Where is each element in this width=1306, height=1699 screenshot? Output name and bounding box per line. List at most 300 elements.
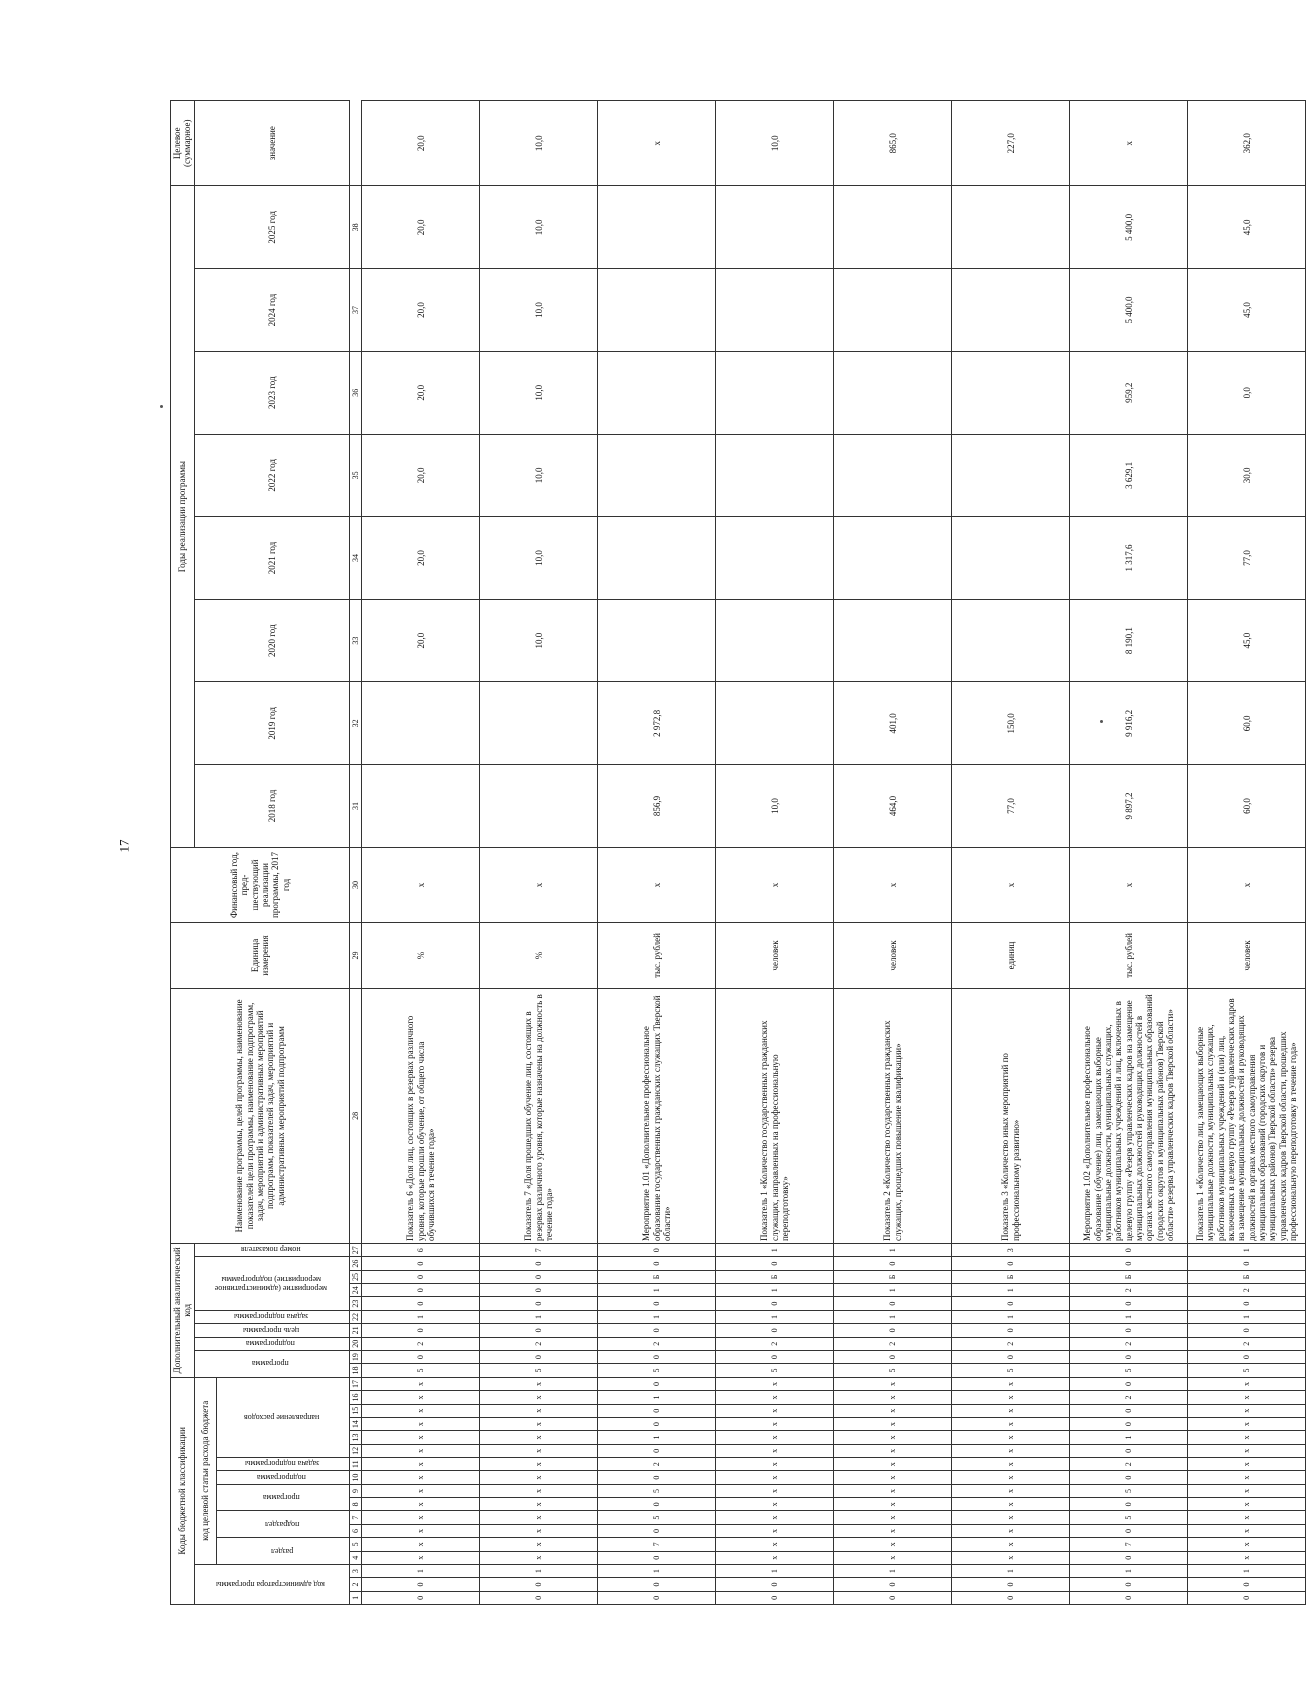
code-cell: x: [834, 1511, 952, 1524]
code-cell: 1: [1070, 1564, 1188, 1577]
code-cell: 1: [1188, 1244, 1306, 1257]
row-name-cell: Показатель 6 «Доля лиц, состоящих в резервах различного уровня, которые прошли обучение, от общего числа обучившихся в течение года»: [362, 988, 480, 1243]
code-cell: 0: [480, 1270, 598, 1283]
column-number-cell: 24: [350, 1284, 362, 1297]
code-cell: 1: [716, 1244, 834, 1257]
column-number-cell: 29: [350, 923, 362, 989]
year-value-cell: 77,0: [952, 765, 1070, 848]
column-number-cell: 13: [350, 1431, 362, 1444]
code-cell: 0: [1070, 1404, 1188, 1417]
target-value-cell: x: [1070, 101, 1188, 186]
code-cell: x: [952, 1377, 1070, 1391]
code-cell: 0: [598, 1244, 716, 1257]
code-cell: x: [1188, 1498, 1306, 1511]
code-cell: 1: [834, 1310, 952, 1323]
column-number-cell: 6: [350, 1524, 362, 1537]
admin-code-header: код администратора программы: [194, 1564, 349, 1604]
row-name-cell: Показатель 1 «Количество лиц, замещающих выборные муниципальные должности, муниципальных служащих, работников муниципальных учреждений и (или) лиц, включенных в целевую группу «Резерв управленческих кадров на замещение муниципальных должностей и руководящих должностей в органах местного самоуправления муниципальных образований (городских округов и муниципальных районов) Тверской области» резерва управленческих кадров Тверской области, прошедших профессиональную переподготовку в течение года»: [1188, 988, 1306, 1243]
code-cell: 0: [362, 1284, 480, 1297]
code-cell: x: [362, 1538, 480, 1551]
year-value-cell: [598, 434, 716, 517]
code-cell: x: [480, 1404, 598, 1417]
code-cell: 0: [480, 1578, 598, 1591]
code-cell: Б: [1070, 1270, 1188, 1283]
year-value-cell: 0,0: [1188, 351, 1306, 434]
code-cell: 1: [598, 1391, 716, 1404]
code-cell: x: [834, 1404, 952, 1417]
column-number-cell: 17: [350, 1377, 362, 1391]
code-cell: x: [480, 1484, 598, 1497]
column-number-cell: 15: [350, 1404, 362, 1417]
year-value-cell: [952, 517, 1070, 600]
year-value-cell: 60,0: [1188, 765, 1306, 848]
code-cell: x: [1188, 1551, 1306, 1564]
code-cell: x: [716, 1524, 834, 1537]
year-value-cell: [834, 434, 952, 517]
column-numbers-row: [350, 101, 362, 1605]
unit-cell: %: [480, 923, 598, 989]
page-number: 17: [116, 839, 132, 853]
code-cell: 1: [1070, 1310, 1188, 1323]
column-number-cell: 20: [350, 1337, 362, 1350]
column-number-cell: 31: [350, 765, 362, 848]
code-cell: 0: [952, 1257, 1070, 1270]
code-cell: 2: [1070, 1284, 1188, 1297]
year-value-cell: [834, 517, 952, 600]
code-cell: x: [716, 1551, 834, 1564]
code-cell: 1: [952, 1310, 1070, 1323]
code-cell: x: [952, 1551, 1070, 1564]
row-name-cell: Показатель 7 «Доля прошедших обучение лиц, состоящих в резервах различного уровня, которые назначены на должность в течение года»: [480, 988, 598, 1243]
code-cell: 5: [1070, 1484, 1188, 1497]
code-cell: x: [362, 1431, 480, 1444]
code-cell: x: [716, 1431, 834, 1444]
unit-cell: единиц: [952, 923, 1070, 989]
year-header: 2023 год: [194, 351, 349, 434]
code-cell: x: [362, 1484, 480, 1497]
column-number-cell: 35: [350, 434, 362, 517]
year-value-cell: [716, 599, 834, 682]
code-cell: 5: [952, 1364, 1070, 1377]
budget-codes-header: Коды бюджетной классификации: [171, 1377, 195, 1604]
year-value-cell: 77,0: [1188, 517, 1306, 600]
rotated-table-container: [170, 100, 1299, 1605]
code-cell: 5: [598, 1484, 716, 1497]
code-cell: x: [362, 1417, 480, 1430]
fin-year-cell: x: [1070, 847, 1188, 922]
year-value-cell: [952, 599, 1070, 682]
code-cell: x: [480, 1538, 598, 1551]
year-value-cell: [716, 269, 834, 352]
code-cell: x: [952, 1538, 1070, 1551]
years-group-header: Годы реализации программы: [171, 186, 195, 847]
additional-code-header: Дополнительный аналитический код: [171, 1244, 195, 1378]
code-cell: 2: [480, 1337, 598, 1350]
code-cell: 0: [598, 1471, 716, 1484]
unit-cell: %: [362, 923, 480, 989]
code-cell: 0: [1070, 1350, 1188, 1363]
column-number-cell: 9: [350, 1484, 362, 1497]
code-cell: x: [362, 1391, 480, 1404]
year-value-cell: 8 190,1: [1070, 599, 1188, 682]
code-cell: 0: [598, 1404, 716, 1417]
code-cell: 5: [834, 1364, 952, 1377]
code-cell: 7: [1070, 1538, 1188, 1551]
code-cell: 5: [1188, 1364, 1306, 1377]
code-cell: x: [952, 1431, 1070, 1444]
code-cell: 1: [834, 1284, 952, 1297]
year-value-cell: 20,0: [362, 434, 480, 517]
fin-year-cell: x: [598, 847, 716, 922]
code-cell: x: [834, 1538, 952, 1551]
code-cell: x: [1188, 1417, 1306, 1430]
code-cell: 0: [480, 1591, 598, 1604]
code-cell: x: [716, 1458, 834, 1471]
fin-year-cell: x: [716, 847, 834, 922]
code-cell: 0: [598, 1377, 716, 1391]
code-cell: 0: [1070, 1444, 1188, 1457]
column-number-cell: 19: [350, 1350, 362, 1363]
year-header: 2022 год: [194, 434, 349, 517]
code-cell: 1: [716, 1564, 834, 1577]
code-cell: 0: [952, 1297, 1070, 1310]
code-cell: x: [952, 1471, 1070, 1484]
year-value-cell: 10,0: [480, 517, 598, 600]
fin-year-cell: x: [834, 847, 952, 922]
year-header: 2018 год: [194, 765, 349, 848]
target-group-header: Целевое (суммарное): [171, 101, 195, 186]
table-row: [1070, 101, 1188, 1605]
code-cell: x: [480, 1417, 598, 1430]
code-cell: x: [480, 1498, 598, 1511]
code-cell: x: [716, 1417, 834, 1430]
code-cell: 0: [598, 1417, 716, 1430]
code-cell: Б: [834, 1270, 952, 1283]
year-value-cell: [952, 434, 1070, 517]
code-cell: 0: [952, 1350, 1070, 1363]
row-name-cell: Показатель 3 «Количество иных мероприятий по профессиональному развитию»: [952, 988, 1070, 1243]
code-cell: 0: [1070, 1524, 1188, 1537]
year-value-cell: [834, 599, 952, 682]
year-header: 2019 год: [194, 682, 349, 765]
goal-program-header: цель программы: [194, 1324, 349, 1337]
code-cell: 0: [716, 1350, 834, 1363]
target-value-header: значение: [194, 101, 349, 186]
year-value-cell: 30,0: [1188, 434, 1306, 517]
column-number-cell: 7: [350, 1511, 362, 1524]
year-value-cell: 5 400,0: [1070, 186, 1188, 269]
year-value-cell: 45,0: [1188, 599, 1306, 682]
code-cell: 5: [1070, 1364, 1188, 1377]
year-value-cell: 10,0: [480, 434, 598, 517]
code-cell: Б: [1188, 1270, 1306, 1283]
code-cell: 0: [598, 1524, 716, 1537]
code-cell: 1: [1188, 1564, 1306, 1577]
code-cell: x: [834, 1377, 952, 1391]
code-cell: 0: [362, 1591, 480, 1604]
code-cell: 1: [834, 1244, 952, 1257]
year-value-cell: [480, 682, 598, 765]
year-value-cell: 20,0: [362, 269, 480, 352]
year-value-cell: [716, 186, 834, 269]
year-value-cell: 10,0: [716, 765, 834, 848]
column-number-cell: 27: [350, 1244, 362, 1257]
code-cell: x: [1188, 1377, 1306, 1391]
column-number-cell: 30: [350, 847, 362, 922]
code-cell: x: [952, 1404, 1070, 1417]
code-cell: x: [1188, 1458, 1306, 1471]
code-cell: 2: [598, 1337, 716, 1350]
code-cell: 0: [716, 1257, 834, 1270]
code-cell: 0: [1070, 1257, 1188, 1270]
year-value-cell: [598, 351, 716, 434]
code-cell: x: [362, 1444, 480, 1457]
code-cell: 0: [362, 1297, 480, 1310]
code-cell: 0: [598, 1257, 716, 1270]
code-cell: 2: [1070, 1458, 1188, 1471]
code-cell: 0: [480, 1324, 598, 1337]
target-value-cell: 362,0: [1188, 101, 1306, 186]
code-cell: 0: [952, 1324, 1070, 1337]
fin-year-cell: x: [362, 847, 480, 922]
code-cell: 0: [716, 1324, 834, 1337]
column-number-cell: 26: [350, 1257, 362, 1270]
code-cell: 0: [598, 1578, 716, 1591]
year-value-cell: [362, 765, 480, 848]
code-cell: 1: [362, 1564, 480, 1577]
code-cell: Б: [952, 1270, 1070, 1283]
code-cell: 0: [362, 1257, 480, 1270]
code-cell: 0: [362, 1350, 480, 1363]
column-number-cell: 28: [350, 988, 362, 1243]
code-cell: x: [952, 1458, 1070, 1471]
year-value-cell: 1 317,6: [1070, 517, 1188, 600]
table-row: [598, 101, 716, 1605]
code-cell: x: [480, 1524, 598, 1537]
unit-cell: тыс. рублей: [598, 923, 716, 989]
code-cell: 0: [834, 1591, 952, 1604]
row-name-cell: Мероприятие 1.01 «Дополнительное профессиональное образование государственных гражданских служащих Тверской области»: [598, 988, 716, 1243]
code-cell: 0: [952, 1591, 1070, 1604]
code-cell: 1: [598, 1564, 716, 1577]
code-cell: x: [1188, 1431, 1306, 1444]
code-cell: x: [1188, 1511, 1306, 1524]
code-cell: 0: [834, 1324, 952, 1337]
column-number-cell: 11: [350, 1458, 362, 1471]
code-cell: x: [952, 1511, 1070, 1524]
code-cell: x: [1188, 1538, 1306, 1551]
code-cell: 0: [1188, 1297, 1306, 1310]
year-value-cell: 5 400,0: [1070, 269, 1188, 352]
year-value-cell: [834, 351, 952, 434]
year-value-cell: 9 897,2: [1070, 765, 1188, 848]
year-value-cell: 401,0: [834, 682, 952, 765]
column-number-cell: 32: [350, 682, 362, 765]
code-cell: 1: [480, 1310, 598, 1323]
code-cell: x: [1188, 1404, 1306, 1417]
column-number-cell: 14: [350, 1417, 362, 1430]
code-cell: 1: [952, 1284, 1070, 1297]
code-cell: 0: [834, 1350, 952, 1363]
code-cell: x: [834, 1471, 952, 1484]
code-cell: 1: [1070, 1431, 1188, 1444]
table-row: [480, 101, 598, 1605]
code-cell: x: [952, 1444, 1070, 1457]
row-name-cell: Показатель 1 «Количество государственных гражданских служащих, направленных на профессиональную переподготовку»: [716, 988, 834, 1243]
code-cell: 0: [362, 1324, 480, 1337]
code-cell: x: [834, 1458, 952, 1471]
code-cell: x: [480, 1391, 598, 1404]
code-cell: 5: [716, 1364, 834, 1377]
year-value-cell: [598, 517, 716, 600]
column-number-cell: 8: [350, 1498, 362, 1511]
code-cell: 7: [598, 1538, 716, 1551]
code-cell: 2: [1070, 1337, 1188, 1350]
code-cell: x: [716, 1484, 834, 1497]
code-cell: x: [834, 1431, 952, 1444]
code-cell: 2: [1188, 1337, 1306, 1350]
code-cell: 0: [1188, 1257, 1306, 1270]
column-number-cell: 25: [350, 1270, 362, 1283]
fin-year-cell: x: [952, 847, 1070, 922]
code-cell: 5: [480, 1364, 598, 1377]
target-value-cell: 10,0: [480, 101, 598, 186]
year-value-cell: [952, 269, 1070, 352]
code-cell: x: [362, 1377, 480, 1391]
target-expense-code-header: код целевой статьи расхода бюджета: [194, 1377, 216, 1564]
code-cell: x: [1188, 1391, 1306, 1404]
column-number-cell: 18: [350, 1364, 362, 1377]
code-cell: 0: [598, 1551, 716, 1564]
code-cell: x: [834, 1498, 952, 1511]
code-cell: 1: [834, 1564, 952, 1577]
activity-admin-header: мероприятие (административное мероприятие) подпрограммы: [194, 1257, 349, 1310]
code-cell: 0: [1188, 1324, 1306, 1337]
code-cell: x: [362, 1511, 480, 1524]
target-value-cell: 227,0: [952, 101, 1070, 186]
code-cell: 0: [598, 1591, 716, 1604]
subprogram-header: подпрограмма: [216, 1471, 349, 1484]
code-cell: 0: [834, 1297, 952, 1310]
year-value-cell: [716, 682, 834, 765]
code-cell: 2: [952, 1337, 1070, 1350]
code-cell: Б: [716, 1270, 834, 1283]
code-cell: 0: [1070, 1324, 1188, 1337]
fin-year-cell: x: [480, 847, 598, 922]
column-number-cell: 36: [350, 351, 362, 434]
code-cell: 0: [598, 1498, 716, 1511]
year-value-cell: 20,0: [362, 186, 480, 269]
year-value-cell: 2 972,8: [598, 682, 716, 765]
year-value-cell: [598, 186, 716, 269]
code-cell: 1: [716, 1284, 834, 1297]
code-cell: x: [480, 1431, 598, 1444]
target-value-cell: 865,0: [834, 101, 952, 186]
code-cell: x: [716, 1471, 834, 1484]
column-number-cell: 1: [350, 1591, 362, 1604]
code-cell: 2: [1070, 1391, 1188, 1404]
code-cell: 2: [1188, 1284, 1306, 1297]
year-value-cell: [480, 765, 598, 848]
column-number-cell: 33: [350, 599, 362, 682]
column-number-cell: 2: [350, 1578, 362, 1591]
code-cell: 0: [598, 1324, 716, 1337]
activity-direction-header: направление расходов: [216, 1377, 349, 1457]
code-cell: 1: [716, 1310, 834, 1323]
table-row: [362, 101, 480, 1605]
row-name-cell: Показатель 2 «Количество государственных гражданских служащих, прошедших повышение квалификации»: [834, 988, 952, 1243]
column-number-cell: 23: [350, 1297, 362, 1310]
code-cell: 0: [1070, 1377, 1188, 1391]
year-value-cell: 959,2: [1070, 351, 1188, 434]
code-cell: 2: [716, 1337, 834, 1350]
year-value-cell: 150,0: [952, 682, 1070, 765]
table-row: [834, 101, 952, 1605]
year-value-cell: 10,0: [480, 269, 598, 352]
year-value-cell: [598, 269, 716, 352]
code-cell: 2: [598, 1458, 716, 1471]
program-header: программа: [216, 1484, 349, 1511]
code-cell: 0: [480, 1257, 598, 1270]
column-number-cell: 21: [350, 1324, 362, 1337]
code-cell: x: [362, 1404, 480, 1417]
code-cell: 5: [598, 1511, 716, 1524]
program-col-header: программа: [194, 1350, 349, 1377]
code-cell: x: [362, 1458, 480, 1471]
code-cell: x: [716, 1391, 834, 1404]
code-cell: x: [834, 1484, 952, 1497]
subprogram-col-header: подпрограмма: [194, 1337, 349, 1350]
code-cell: x: [952, 1391, 1070, 1404]
code-cell: 0: [1070, 1591, 1188, 1604]
code-cell: x: [1188, 1484, 1306, 1497]
code-cell: 0: [1188, 1578, 1306, 1591]
section-header: раздел: [216, 1538, 349, 1565]
scan-speck: [160, 405, 163, 408]
subsection-header: подраздел: [216, 1511, 349, 1538]
code-cell: x: [834, 1444, 952, 1457]
scan-speck: [1100, 720, 1103, 723]
column-number-cell: 4: [350, 1551, 362, 1564]
code-cell: 7: [480, 1244, 598, 1257]
code-cell: x: [362, 1471, 480, 1484]
code-cell: 6: [362, 1244, 480, 1257]
code-cell: 0: [598, 1350, 716, 1363]
code-cell: x: [952, 1498, 1070, 1511]
code-cell: 1: [362, 1310, 480, 1323]
code-cell: 2: [362, 1337, 480, 1350]
code-cell: x: [480, 1471, 598, 1484]
code-cell: 0: [716, 1578, 834, 1591]
code-cell: x: [1188, 1524, 1306, 1537]
code-cell: x: [362, 1498, 480, 1511]
year-value-cell: 20,0: [362, 599, 480, 682]
code-cell: 0: [1070, 1417, 1188, 1430]
year-value-cell: 9 916,2: [1070, 682, 1188, 765]
table-row: [716, 101, 834, 1605]
code-cell: 1: [598, 1310, 716, 1323]
column-number-cell: 12: [350, 1444, 362, 1457]
code-cell: 0: [362, 1270, 480, 1283]
year-value-cell: 3 629,1: [1070, 434, 1188, 517]
code-cell: x: [480, 1377, 598, 1391]
code-cell: x: [716, 1444, 834, 1457]
code-cell: x: [952, 1524, 1070, 1537]
year-value-cell: [834, 269, 952, 352]
code-cell: 0: [1070, 1244, 1188, 1257]
code-cell: 0: [1070, 1297, 1188, 1310]
column-number-cell: 5: [350, 1538, 362, 1551]
